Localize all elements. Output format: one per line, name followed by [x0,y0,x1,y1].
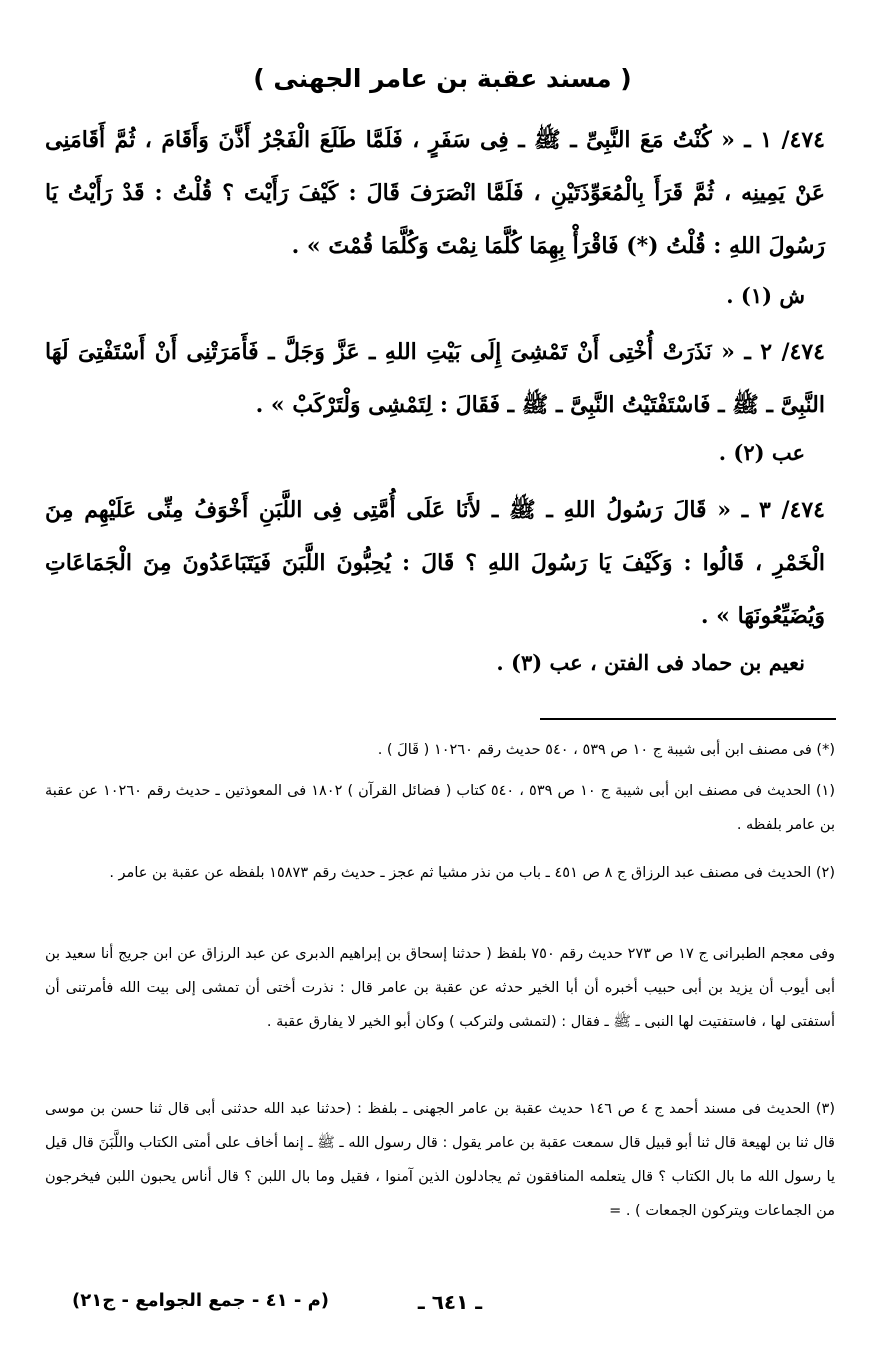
footnote-2-continued: وفى معجم الطبرانى ج ١٧ ص ٢٧٣ حديث رقم ٧٥٠ بلفظ ( حدثنا إسحاق بن إبراهيم الدبرى عن عبد الرزاق عن ابن جريج أنا سعيد بن أبى أيوب أن يزيد بن أبى حبيب أخبره أن أبا الخير حدثه عن عقبة بن عامر قال : نذرت أختى أن تمشى إلى بيت الله فأمرتنى أن أستفتى لها ، فاستفتيت لها النبى ـ ﷺ ـ فقال : (لتمشى ولتركب ) وكان أبو الخير لا يفارق عقبة . [45,946,835,1030]
footnote-1: (١) الحديث فى مصنف ابن أبى شيبة ج ١٠ ص ٥٣٩ ، ٥٤٠ كتاب ( فضائل القرآن ) ١٨٠٢ فى المعوذتين ـ حديث رقم ١٠٢٦٠ عن عقبة بن عامر بلفظه . [45,783,836,833]
section-heading: ( مسند عقبة بن عامر الجهنى ) [253,64,632,93]
hadith-1-text: ٤٧٤/ ١ ـ « كُنْتُ مَعَ النَّبِىِّ ـ ﷺ ـ فِى سَفَرٍ ، فَلَمَّا طَلَعَ الْفَجْرُ أَذَّنَ وَأَقَامَ ، ثُمَّ أَقَامَنِى عَنْ يَمِينِه ، ثُمَّ قَرَأَ بِالْمُعَوِّذَتَيْنِ ، فَلَمَّا انْصَرَفَ قَالَ : كَيْفَ رَأَيْتَ ؟ قُلْتُ : قَدْ رَأَيْتُ يَا رَسُولَ اللهِ : قُلْتُ (*) فَاقْرَأْ بِهِمَا كُلَّمَا نِمْتَ وَكُلَّمَا قُمْتَ » . [45,127,825,259]
footnote-divider [540,718,836,720]
hadith-3-source: نعيم بن حماد فى الفتن ، عب (٣) . [496,650,805,675]
volume-reference: (م - ٤١ - جمع الجوامع - ج٢١) [72,1290,330,1311]
page-number: ـ ٦٤١ ـ [417,1290,483,1314]
hadith-3-text: ٤٧٤/ ٣ ـ « قَالَ رَسُولُ اللهِ ـ ﷺ ـ لأَنَا عَلَى أُمَّتِى فِى اللَّبَنِ أَخْوَفُ مِنِّى عَلَيْهِم مِنَ الْخَمْرِ ، قَالُوا : وَكَيْفَ يَا رَسُولَ اللهِ ؟ قَالَ : يُحِبُّونَ اللَّبَنَ فَيَتَبَاعَدُونَ مِنَ الْجَمَاعَاتِ وَيُضَيِّعُونَهَا » . [45,497,825,629]
hadith-1-source: ش (١) . [726,283,805,308]
footnote-3: (٣) الحديث فى مسند أحمد ج ٤ ص ١٤٦ حديث عقبة بن عامر الجهنى ـ بلفظ : (حدثنا عبد الله حدثنى أبى قال ثنا حسن بن موسى قال ثنا بن لهيعة قال ثنا أبو قبيل قال سمعت عقبة بن عامر يقول : قال رسول الله ـ ﷺ ـ إنما أخاف على أمتى الكتاب واللَّبَنَ قال قيل يا رسول الله ما بال الكتاب ؟ قال يتعلمه المنافقون ثم يجادلون الذين آمنوا ، فقيل وما بال اللبن ؟ قال أناس يحبون اللبن فيخرجون من الجماعات ويتركون الجمعات ) . = [45,1101,836,1219]
footnote-star: (*) فى مصنف ابن أبى شيبة ج ١٠ ص ٥٣٩ ، ٥٤٠ حديث رقم ١٠٢٦٠ ( قَالَ ) . [377,742,835,758]
hadith-2-source: عب (٢) . [718,440,805,465]
footnote-2: (٢) الحديث فى مصنف عبد الرزاق ج ٨ ص ٤٥١ ـ باب من نذر مشيا ثم عجز ـ حديث رقم ١٥٨٧٣ بلفظه عن عقبة بن عامر . [109,865,835,881]
hadith-2-text: ٤٧٤/ ٢ ـ « نَذَرَتْ أُخْتِى أَنْ تَمْشِىَ إِلَى بَيْتِ اللهِ ـ عَزَّ وَجَلَّ ـ فَأَمَرَتْنِى أَنْ أَسْتَفْتِىَ لَهَا النَّبِىَّ ـ ﷺ ـ فَاسْتَفْتَيْتُ النَّبِىَّ ـ ﷺ ـ فَقَالَ : لِتَمْشِى وَلْتَرْكَبْ » . [45,339,825,418]
